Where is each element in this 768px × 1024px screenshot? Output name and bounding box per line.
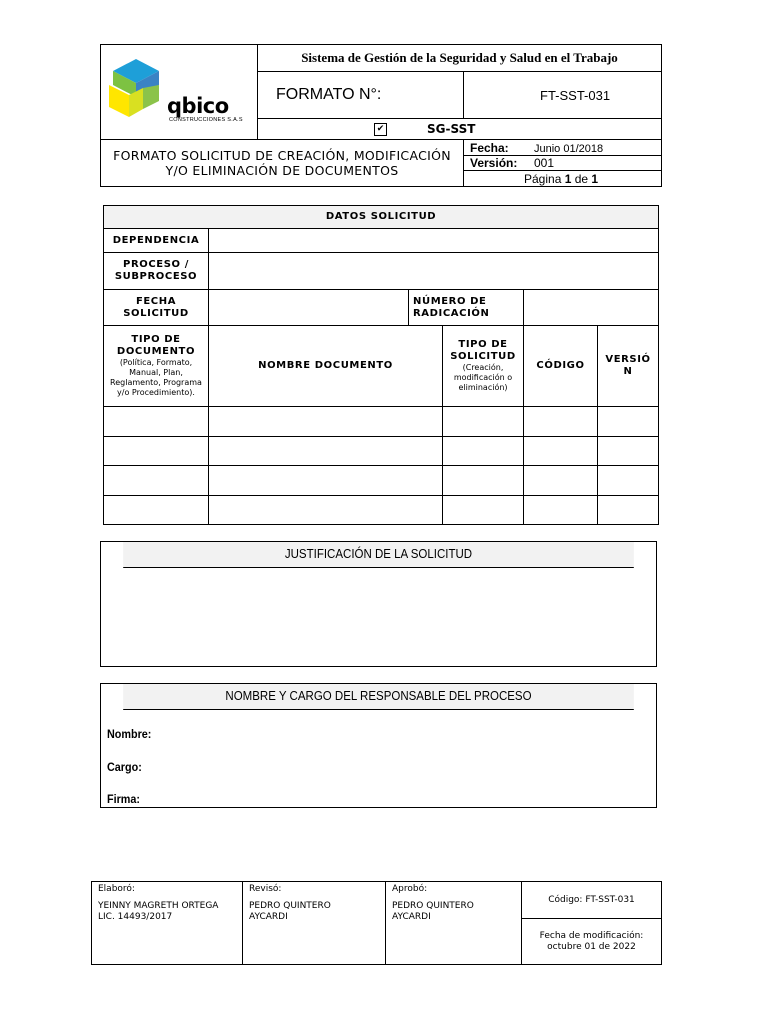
fecha-solicitud-line2: SOLICITUD: [123, 307, 189, 319]
logo-wordmark: qbico: [167, 94, 229, 118]
elaboro-name: YEINNY MAGRETH ORTEGA: [98, 901, 219, 911]
approval-footer: [91, 881, 662, 965]
sgsst-label: SG-SST: [427, 121, 476, 136]
reviso-label: Revisó:: [249, 884, 282, 894]
tipo-documento-line2: DOCUMENTO: [116, 346, 196, 357]
table-cell[interactable]: [209, 496, 443, 525]
responsable-title: NOMBRE Y CARGO DEL RESPONSABLE DEL PROCESO: [123, 684, 634, 710]
document-header: [100, 44, 662, 187]
logo-subtitle: CONSTRUCCIONES S.A.S: [169, 117, 243, 123]
aprobo-cell: [386, 882, 522, 965]
fecha-solicitud-field[interactable]: [209, 290, 409, 326]
table-cell[interactable]: [209, 437, 443, 466]
formato-label: FORMATO N°:: [258, 72, 464, 118]
table-cell[interactable]: [104, 466, 209, 496]
proceso-label: [104, 253, 209, 290]
table-cell[interactable]: [443, 437, 524, 466]
pagina-row: [464, 171, 662, 187]
tipo-solicitud-line2: SOLICITUD: [450, 351, 516, 362]
tipo-documento-header: [104, 326, 209, 407]
datos-solicitud-title: DATOS SOLICITUD: [104, 206, 659, 229]
pagina-total: 1: [591, 171, 599, 186]
qbico-logo-icon: [107, 57, 165, 119]
table-cell[interactable]: [598, 437, 659, 466]
fecha-row: [464, 140, 662, 156]
fecha-modificacion-value: octubre 01 de 2022: [547, 941, 636, 952]
table-cell[interactable]: [524, 407, 598, 437]
footer-codigo: Código: FT-SST-031: [522, 882, 662, 919]
firma-label: Firma:: [107, 792, 141, 806]
cargo-label: Cargo:: [107, 760, 142, 774]
nombre-documento-header: NOMBRE DOCUMENTO: [209, 326, 443, 407]
table-cell[interactable]: [104, 496, 209, 525]
sgsst-row: [258, 118, 662, 139]
tipo-solicitud-header: [443, 326, 524, 407]
table-cell[interactable]: [104, 437, 209, 466]
table-cell[interactable]: [598, 407, 659, 437]
document-title-line1: FORMATO SOLICITUD DE CREACIÓN, MODIFICACIÓN: [113, 148, 451, 163]
table-cell[interactable]: [209, 407, 443, 437]
radicacion-field[interactable]: [524, 290, 659, 326]
fecha-solicitud-label: [104, 290, 209, 326]
reviso-cell: [243, 882, 386, 965]
proceso-field[interactable]: [209, 253, 659, 290]
justificacion-section: [100, 541, 657, 667]
version-value: 001: [534, 156, 555, 170]
justificacion-title: JUSTIFICACIÓN DE LA SOLICITUD: [123, 542, 634, 568]
sgsst-checkbox[interactable]: ✔: [374, 123, 387, 136]
dependencia-field[interactable]: [209, 229, 659, 253]
reviso-name-line1: PEDRO QUINTERO: [249, 901, 331, 911]
tipo-solicitud-line1: TIPO DE: [458, 339, 508, 350]
fecha-modificacion-label: Fecha de modificación:: [539, 930, 644, 941]
formato-code: FT-SST-031: [464, 72, 662, 118]
justificacion-field[interactable]: [101, 568, 656, 666]
codigo-header: CÓDIGO: [524, 326, 598, 407]
table-cell[interactable]: [524, 466, 598, 496]
responsable-section: [100, 683, 657, 808]
elaboro-label: Elaboró:: [98, 884, 135, 894]
table-cell[interactable]: [443, 466, 524, 496]
aprobo-label: Aprobó:: [392, 884, 428, 894]
footer-fecha-modificacion: [522, 919, 662, 965]
system-title: Sistema de Gestión de la Seguridad y Salud en el Trabajo: [258, 45, 662, 72]
datos-solicitud-table: [103, 205, 659, 525]
version-row: [464, 156, 662, 171]
table-cell[interactable]: [524, 437, 598, 466]
table-row: [104, 496, 659, 525]
table-row: [104, 407, 659, 437]
document-title: [101, 140, 464, 187]
fecha-label: Fecha:: [470, 140, 509, 155]
version-header: [598, 326, 659, 407]
elaboro-cell: [92, 882, 243, 965]
table-cell[interactable]: [209, 466, 443, 496]
logo-cell: [101, 45, 258, 140]
fecha-solicitud-line1: FECHA: [135, 295, 177, 307]
tipo-solicitud-note: (Creación, modificación o eliminación): [453, 363, 513, 392]
radicacion-line1: NÚMERO DE: [413, 295, 487, 307]
aprobo-name-line1: PEDRO QUINTERO: [392, 901, 474, 911]
document-title-line2: Y/O ELIMINACIÓN DE DOCUMENTOS: [165, 163, 399, 178]
table-cell[interactable]: [598, 466, 659, 496]
nombre-label: Nombre:: [107, 727, 152, 741]
reviso-name-line2: AYCARDI: [249, 912, 288, 922]
proceso-label-line2: SUBPROCESO: [114, 271, 198, 282]
version-label: Versión:: [470, 156, 518, 170]
table-cell[interactable]: [443, 496, 524, 525]
version-header-line1: VERSIÓ: [605, 354, 651, 365]
proceso-label-line1: PROCESO /: [123, 259, 189, 270]
pagina-number: 1: [564, 171, 572, 186]
elaboro-license: LIC. 14493/2017: [98, 912, 173, 922]
table-row: [104, 466, 659, 496]
radicacion-label: [409, 290, 524, 326]
version-header-line2: N: [623, 366, 633, 377]
tipo-documento-note: (Política, Formato, Manual, Plan, Reglamento, Programa y/o Procedimiento).: [110, 358, 202, 397]
table-cell[interactable]: [524, 496, 598, 525]
table-cell[interactable]: [598, 496, 659, 525]
table-row: [104, 437, 659, 466]
table-cell[interactable]: [443, 407, 524, 437]
aprobo-name-line2: AYCARDI: [392, 912, 431, 922]
tipo-documento-line1: TIPO DE: [131, 334, 181, 345]
pagina-text: Página: [524, 171, 565, 186]
table-cell[interactable]: [104, 407, 209, 437]
radicacion-line2: RADICACIÓN: [413, 307, 490, 319]
dependencia-label: DEPENDENCIA: [104, 229, 209, 253]
pagina-de: de: [571, 171, 592, 186]
fecha-value: Junio 01/2018: [534, 142, 604, 155]
